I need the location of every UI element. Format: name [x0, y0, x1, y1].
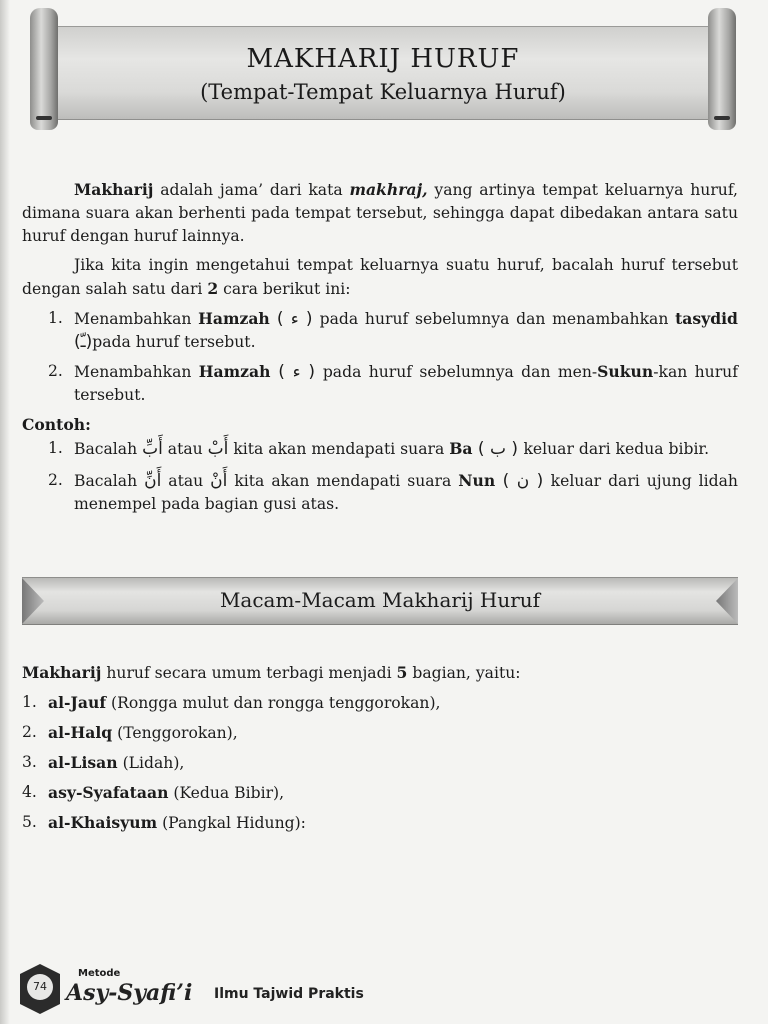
arabic-example: أَنِّ: [144, 471, 162, 491]
part-name: al-Lisan: [48, 753, 118, 772]
text: keluar dari kedua bibir.: [523, 440, 710, 458]
arabic-glyph: ( ب ): [472, 439, 524, 459]
text: cara berikut ini:: [218, 280, 351, 298]
page-title: MAKHARIJ HURUF: [246, 44, 520, 74]
part-description: (Pangkal Hidung):: [157, 814, 306, 832]
part-description: (Rongga mulut dan rongga tenggorokan),: [106, 694, 441, 712]
part-description: (Tenggorokan),: [112, 724, 238, 742]
text: kita akan mendapati suara: [228, 440, 450, 458]
item-number: 5.: [22, 813, 37, 831]
part-description: (Kedua Bibir),: [168, 784, 285, 802]
text: atau: [161, 472, 211, 490]
item-number: 1.: [48, 439, 63, 457]
item-number: 2.: [48, 471, 63, 489]
list-item: [0, 718, 738, 748]
text: atau: [162, 440, 208, 458]
page-subtitle: (Tempat-Tempat Keluarnya Huruf): [200, 80, 566, 104]
arabic-glyph: ( ء ): [270, 362, 323, 382]
text: pada huruf sebelumnya dan men-: [322, 363, 598, 381]
brand-tagline: Ilmu Tajwid Praktis: [214, 986, 364, 1002]
part-name: al-Khaisyum: [48, 813, 158, 832]
item-number: 2.: [22, 723, 37, 741]
text: keluar dari ujung lidah menempel pada bagian gusi atas.: [74, 472, 738, 513]
brand-logo: Asy-Syafi’i: [66, 980, 193, 1006]
part-name: asy-Syafataan: [48, 783, 169, 802]
parts-lead: [22, 658, 738, 688]
arabic-example: أَبِّ: [142, 439, 163, 459]
item-number: 1.: [22, 693, 37, 711]
text: pada huruf sebelumnya dan menambahkan: [319, 310, 676, 328]
title-scroll-banner: [30, 8, 736, 130]
section-ribbon: [22, 577, 738, 625]
count: 5: [396, 663, 408, 682]
list-item: [22, 469, 738, 516]
text: huruf secara umum terbagi menjadi: [101, 664, 397, 682]
text: adalah jama’ dari kata: [153, 181, 350, 199]
example-list: [22, 437, 738, 516]
parts-section: [22, 658, 738, 838]
item-number: 3.: [22, 753, 37, 771]
arabic-glyph: (ـّ): [74, 332, 93, 352]
letter-name: Nun: [458, 471, 496, 490]
label: Contoh:: [22, 415, 91, 434]
term-makharij: Makharij: [74, 180, 154, 199]
text: Bacalah: [74, 472, 145, 490]
term: Hamzah: [198, 362, 271, 381]
arabic-glyph: ( ن ): [495, 471, 551, 491]
section-title: Macam-Macam Makharij Huruf: [219, 588, 541, 612]
text: Menambahkan: [74, 310, 199, 328]
list-item: [0, 808, 738, 838]
text: Menambahkan: [74, 363, 199, 381]
arabic-example: أَنْ: [210, 471, 228, 491]
list-item: [22, 360, 738, 407]
part-description: (Lidah),: [117, 754, 185, 772]
text: yang artinya tempat keluarnya huruf, dimana suara akan berhenti pada tempat tersebut, sehingga dapat dibedakan antara satu huruf dengan huruf lainnya.: [22, 181, 739, 245]
text: pada huruf tersebut.: [92, 333, 256, 351]
method-label: Metode: [78, 968, 121, 979]
list-item: [0, 778, 738, 808]
part-name: al-Halq: [48, 723, 113, 742]
intro-section: [22, 178, 738, 516]
arabic-glyph: ( ء ): [269, 309, 320, 329]
item-number: 1.: [48, 309, 63, 327]
term: Makharij: [22, 663, 102, 682]
text: Jika kita ingin mengetahui tempat keluarnya suatu huruf, bacalah huruf tersebut dengan salah satu dari: [22, 256, 738, 298]
part-name: al-Jauf: [48, 693, 107, 712]
text: -kan huruf tersebut.: [74, 363, 738, 404]
item-number: 4.: [22, 783, 37, 801]
parts-list: [0, 688, 738, 838]
item-number: 2.: [48, 362, 63, 380]
text: Bacalah: [74, 440, 143, 458]
page-number: 74: [27, 974, 53, 1000]
page-edge: [0, 0, 10, 1024]
text: kita akan mendapati suara: [227, 472, 459, 490]
term: tasydid: [675, 309, 738, 328]
term-makhraj: makhraj,: [349, 180, 428, 199]
method-list: [22, 307, 738, 407]
arabic-example: أَبْ: [207, 439, 229, 459]
intro-paragraph-1: [22, 178, 738, 248]
page-footer: [14, 960, 414, 1020]
term: Sukun: [597, 362, 654, 381]
example-label: [22, 413, 738, 437]
list-item: [0, 688, 738, 718]
list-item: [0, 748, 738, 778]
letter-name: Ba: [449, 439, 473, 458]
intro-paragraph-2: [22, 254, 738, 301]
text: bagian, yaitu:: [407, 664, 521, 682]
list-item: [22, 307, 738, 354]
count: 2: [207, 279, 219, 298]
list-item: [22, 437, 738, 461]
term: Hamzah: [198, 309, 270, 328]
